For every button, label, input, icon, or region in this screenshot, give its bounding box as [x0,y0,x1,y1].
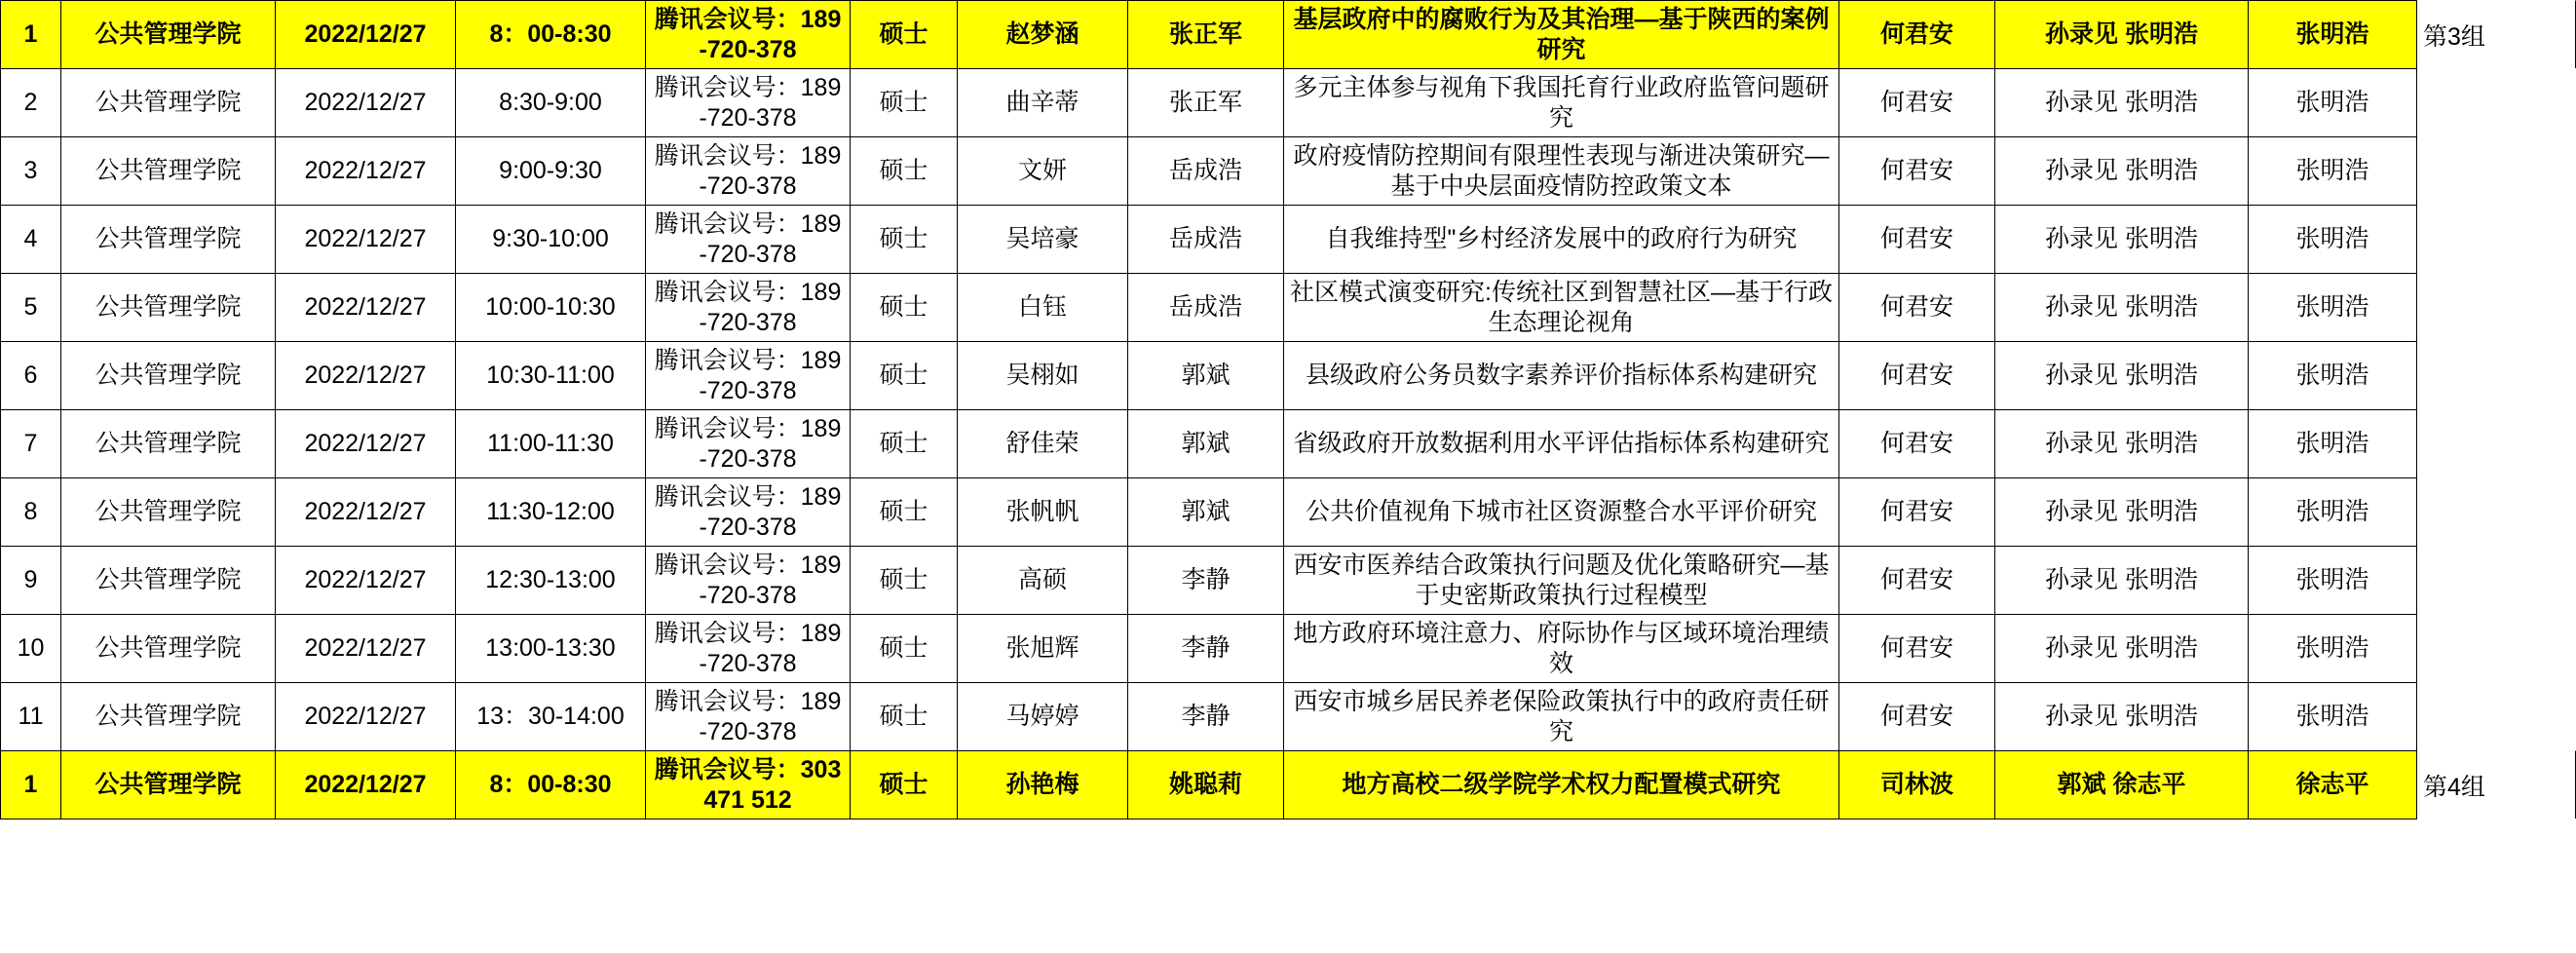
row-degree[interactable]: 硕士 [851,615,958,683]
row-advisor[interactable]: 姚聪莉 [1128,751,1284,820]
row-student[interactable]: 吴培豪 [958,206,1128,274]
row-secretary[interactable]: 张明浩 [2249,683,2417,751]
row-date[interactable]: 2022/12/27 [276,615,456,683]
row-student[interactable]: 吴栩如 [958,342,1128,410]
row-college[interactable]: 公共管理学院 [61,478,276,547]
group-label[interactable] [2416,68,2576,136]
row-college[interactable]: 公共管理学院 [61,615,276,683]
group-label[interactable] [2416,614,2576,682]
row-college[interactable]: 公共管理学院 [61,342,276,410]
row-no[interactable]: 5 [1,274,61,342]
row-secretary[interactable]: 张明浩 [2249,342,2417,410]
row-members[interactable]: 孙录见 张明浩 [1995,547,2249,615]
row-meeting[interactable]: 腾讯会议号：189-720-378 [646,69,851,137]
row-student[interactable]: 高硕 [958,547,1128,615]
row-advisor[interactable]: 张正军 [1128,69,1284,137]
row-secretary[interactable]: 张明浩 [2249,274,2417,342]
row-college[interactable]: 公共管理学院 [61,137,276,206]
row-student[interactable]: 张帆帆 [958,478,1128,547]
table-row[interactable] [1,274,2417,342]
row-meeting[interactable]: 腾讯会议号：189-720-378 [646,274,851,342]
row-degree[interactable]: 硕士 [851,410,958,478]
row-date[interactable]: 2022/12/27 [276,751,456,820]
row-time[interactable]: 13:00-13:30 [456,615,646,683]
row-degree[interactable]: 硕士 [851,547,958,615]
row-title[interactable]: 西安市城乡居民养老保险政策执行中的政府责任研究 [1284,683,1839,751]
table-row[interactable] [1,615,2417,683]
row-secretary[interactable]: 张明浩 [2249,547,2417,615]
row-meeting[interactable]: 腾讯会议号：189-720-378 [646,342,851,410]
row-members[interactable]: 孙录见 张明浩 [1995,683,2249,751]
row-members[interactable]: 孙录见 张明浩 [1995,137,2249,206]
row-no[interactable]: 4 [1,206,61,274]
row-advisor[interactable]: 岳成浩 [1128,274,1284,342]
row-date[interactable]: 2022/12/27 [276,410,456,478]
row-members[interactable]: 孙录见 张明浩 [1995,274,2249,342]
row-date[interactable]: 2022/12/27 [276,206,456,274]
row-chair[interactable]: 何君安 [1839,547,1995,615]
row-title[interactable]: 政府疫情防控期间有限理性表现与渐进决策研究—基于中央层面疫情防控政策文本 [1284,137,1839,206]
row-date[interactable]: 2022/12/27 [276,683,456,751]
row-members[interactable]: 孙录见 张明浩 [1995,1,2249,69]
row-degree[interactable]: 硕士 [851,478,958,547]
group-label[interactable] [2416,273,2576,341]
row-secretary[interactable]: 张明浩 [2249,478,2417,547]
row-title[interactable]: 自我维持型"乡村经济发展中的政府行为研究 [1284,206,1839,274]
row-date[interactable]: 2022/12/27 [276,137,456,206]
group-label[interactable] [2416,546,2576,614]
row-date[interactable]: 2022/12/27 [276,274,456,342]
row-meeting[interactable]: 腾讯会议号：189-720-378 [646,615,851,683]
row-no[interactable]: 1 [1,751,61,820]
row-time[interactable]: 9:00-9:30 [456,137,646,206]
row-meeting[interactable]: 腾讯会议号：189-720-378 [646,137,851,206]
row-degree[interactable]: 硕士 [851,1,958,69]
row-members[interactable]: 孙录见 张明浩 [1995,615,2249,683]
group-label[interactable]: 第4组 [2416,750,2576,819]
table-row[interactable] [1,206,2417,274]
row-title[interactable]: 地方高校二级学院学术权力配置模式研究 [1284,751,1839,820]
row-no[interactable]: 1 [1,1,61,69]
row-members[interactable]: 孙录见 张明浩 [1995,206,2249,274]
table-row[interactable] [1,410,2417,478]
group-label[interactable]: 第3组 [2416,0,2576,68]
row-no[interactable]: 6 [1,342,61,410]
row-college[interactable]: 公共管理学院 [61,683,276,751]
row-title[interactable]: 社区模式演变研究:传统社区到智慧社区—基于行政生态理论视角 [1284,274,1839,342]
row-chair[interactable]: 何君安 [1839,478,1995,547]
row-title[interactable]: 地方政府环境注意力、府际协作与区域环境治理绩效 [1284,615,1839,683]
row-meeting[interactable]: 腾讯会议号：189-720-378 [646,683,851,751]
row-time[interactable]: 8:30-9:00 [456,69,646,137]
row-college[interactable]: 公共管理学院 [61,1,276,69]
row-college[interactable]: 公共管理学院 [61,751,276,820]
table-row[interactable] [1,683,2417,751]
row-advisor[interactable]: 郭斌 [1128,478,1284,547]
row-advisor[interactable]: 郭斌 [1128,410,1284,478]
row-college[interactable]: 公共管理学院 [61,410,276,478]
row-members[interactable]: 孙录见 张明浩 [1995,410,2249,478]
table-row[interactable] [1,547,2417,615]
row-student[interactable]: 赵梦涵 [958,1,1128,69]
row-degree[interactable]: 硕士 [851,683,958,751]
row-time[interactable]: 11:30-12:00 [456,478,646,547]
row-student[interactable]: 孙艳梅 [958,751,1128,820]
row-secretary[interactable]: 张明浩 [2249,615,2417,683]
row-degree[interactable]: 硕士 [851,274,958,342]
row-time[interactable]: 10:30-11:00 [456,342,646,410]
group-label[interactable] [2416,136,2576,205]
row-secretary[interactable]: 张明浩 [2249,1,2417,69]
row-members[interactable]: 孙录见 张明浩 [1995,69,2249,137]
group-label[interactable] [2416,409,2576,477]
row-date[interactable]: 2022/12/27 [276,478,456,547]
row-time[interactable]: 13：30-14:00 [456,683,646,751]
row-student[interactable]: 曲辛蒂 [958,69,1128,137]
row-chair[interactable]: 何君安 [1839,615,1995,683]
row-chair[interactable]: 何君安 [1839,410,1995,478]
row-chair[interactable]: 何君安 [1839,137,1995,206]
table-row[interactable] [1,137,2417,206]
table-row[interactable] [1,751,2417,820]
row-chair[interactable]: 司林波 [1839,751,1995,820]
row-student[interactable]: 马婷婷 [958,683,1128,751]
group-label[interactable] [2416,341,2576,409]
row-secretary[interactable]: 张明浩 [2249,69,2417,137]
row-time[interactable]: 8：00-8:30 [456,751,646,820]
row-student[interactable]: 舒佳荣 [958,410,1128,478]
row-time[interactable]: 10:00-10:30 [456,274,646,342]
group-label[interactable] [2416,682,2576,750]
table-row[interactable] [1,478,2417,547]
row-degree[interactable]: 硕士 [851,751,958,820]
row-time[interactable]: 8：00-8:30 [456,1,646,69]
row-meeting[interactable]: 腾讯会议号：189-720-378 [646,478,851,547]
row-date[interactable]: 2022/12/27 [276,342,456,410]
row-chair[interactable]: 何君安 [1839,1,1995,69]
row-meeting[interactable]: 腾讯会议号：189-720-378 [646,206,851,274]
row-student[interactable]: 文妍 [958,137,1128,206]
row-time[interactable]: 12:30-13:00 [456,547,646,615]
row-degree[interactable]: 硕士 [851,206,958,274]
row-title[interactable]: 多元主体参与视角下我国托育行业政府监管问题研究 [1284,69,1839,137]
row-no[interactable]: 9 [1,547,61,615]
row-secretary[interactable]: 张明浩 [2249,410,2417,478]
row-title[interactable]: 西安市医养结合政策执行问题及优化策略研究—基于史密斯政策执行过程模型 [1284,547,1839,615]
row-title[interactable]: 县级政府公务员数字素养评价指标体系构建研究 [1284,342,1839,410]
row-chair[interactable]: 何君安 [1839,69,1995,137]
row-meeting[interactable]: 腾讯会议号：189-720-378 [646,547,851,615]
row-chair[interactable]: 何君安 [1839,274,1995,342]
row-no[interactable]: 10 [1,615,61,683]
row-title[interactable]: 省级政府开放数据利用水平评估指标体系构建研究 [1284,410,1839,478]
row-advisor[interactable]: 李静 [1128,683,1284,751]
row-date[interactable]: 2022/12/27 [276,1,456,69]
row-secretary[interactable]: 徐志平 [2249,751,2417,820]
row-time[interactable]: 11:00-11:30 [456,410,646,478]
table-row[interactable] [1,1,2417,69]
row-time[interactable]: 9:30-10:00 [456,206,646,274]
group-label[interactable] [2416,205,2576,273]
row-college[interactable]: 公共管理学院 [61,69,276,137]
row-degree[interactable]: 硕士 [851,69,958,137]
row-no[interactable]: 11 [1,683,61,751]
row-no[interactable]: 2 [1,69,61,137]
row-members[interactable]: 郭斌 徐志平 [1995,751,2249,820]
row-advisor[interactable]: 郭斌 [1128,342,1284,410]
row-secretary[interactable]: 张明浩 [2249,206,2417,274]
row-meeting[interactable]: 腾讯会议号：189-720-378 [646,410,851,478]
row-no[interactable]: 8 [1,478,61,547]
row-degree[interactable]: 硕士 [851,342,958,410]
table-body [1,1,2417,820]
row-secretary[interactable]: 张明浩 [2249,137,2417,206]
group-label[interactable] [2416,477,2576,546]
row-chair[interactable]: 何君安 [1839,206,1995,274]
group-label-column [2416,0,2576,819]
row-college[interactable]: 公共管理学院 [61,274,276,342]
row-chair[interactable]: 何君安 [1839,683,1995,751]
row-meeting[interactable]: 腾讯会议号：189-720-378 [646,1,851,69]
table-row[interactable] [1,69,2417,137]
row-advisor[interactable]: 张正军 [1128,1,1284,69]
row-date[interactable]: 2022/12/27 [276,69,456,137]
row-no[interactable]: 3 [1,137,61,206]
row-student[interactable]: 张旭辉 [958,615,1128,683]
row-no[interactable]: 7 [1,410,61,478]
row-title[interactable]: 公共价值视角下城市社区资源整合水平评价研究 [1284,478,1839,547]
row-advisor[interactable]: 岳成浩 [1128,206,1284,274]
row-college[interactable]: 公共管理学院 [61,547,276,615]
row-advisor[interactable]: 岳成浩 [1128,137,1284,206]
row-chair[interactable]: 何君安 [1839,342,1995,410]
row-title[interactable]: 基层政府中的腐败行为及其治理—基于陕西的案例研究 [1284,1,1839,69]
row-advisor[interactable]: 李静 [1128,615,1284,683]
row-advisor[interactable]: 李静 [1128,547,1284,615]
row-meeting[interactable]: 腾讯会议号：303 471 512 [646,751,851,820]
row-date[interactable]: 2022/12/27 [276,547,456,615]
row-members[interactable]: 孙录见 张明浩 [1995,342,2249,410]
row-degree[interactable]: 硕士 [851,137,958,206]
row-student[interactable]: 白钰 [958,274,1128,342]
row-members[interactable]: 孙录见 张明浩 [1995,478,2249,547]
table-row[interactable] [1,342,2417,410]
row-college[interactable]: 公共管理学院 [61,206,276,274]
